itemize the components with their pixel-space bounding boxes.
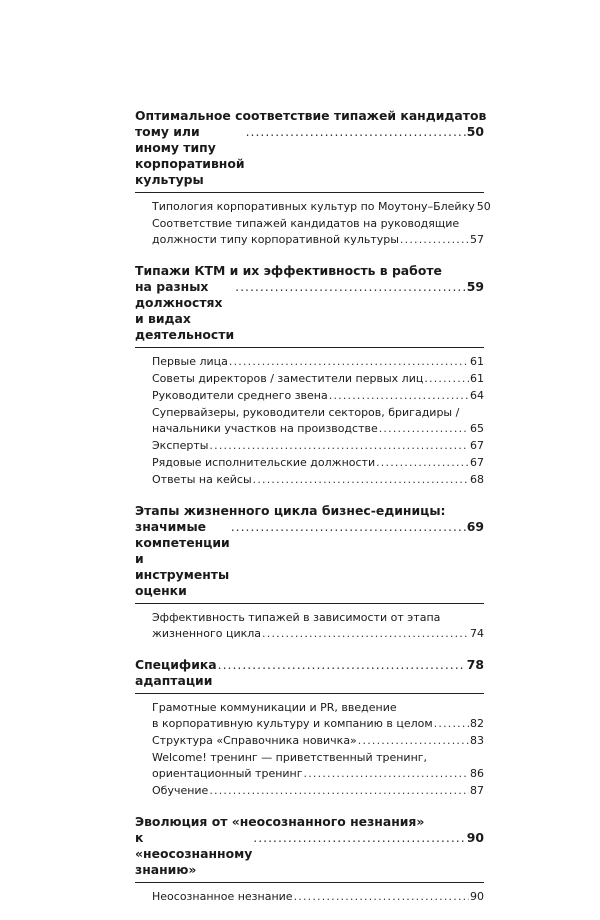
entry-row xyxy=(152,766,484,782)
section-title-row[interactable] xyxy=(135,830,484,883)
page-number: 65 xyxy=(470,422,484,435)
leader-dots xyxy=(209,783,469,799)
entry-row xyxy=(152,455,484,471)
entry-row xyxy=(152,889,484,905)
section-title-text: Этапы жизненного цикла бизнес-единицы: xyxy=(135,503,446,518)
entry-title-text: Первые лица xyxy=(152,355,228,368)
toc-entry[interactable] xyxy=(152,733,484,749)
toc-entry[interactable] xyxy=(152,216,484,248)
page-number: 64 xyxy=(470,389,484,402)
entry-title-text: Обучение xyxy=(152,784,209,797)
entry-title-text: начальники участков на производстве xyxy=(152,422,378,435)
entry-row xyxy=(152,626,484,642)
section-title-text: Эволюция от «неосознанного незнания» xyxy=(135,814,425,829)
leader-dots xyxy=(235,279,466,295)
entry-title-line: Соответствие типажей кандидатов на руководящие xyxy=(152,217,460,230)
entry-row xyxy=(152,733,484,749)
leader-dots xyxy=(376,455,469,471)
entry-title-text: Советы директоров / заместители первых лиц xyxy=(152,372,424,385)
entry-title-line: Эффективность типажей в зависимости от этапа xyxy=(152,611,441,624)
toc-entry[interactable] xyxy=(152,783,484,799)
leader-dots xyxy=(262,626,469,642)
section-title-text: на разных должностях и видах деятельности xyxy=(135,279,235,342)
entry-title-text: в корпоративную культуру и компанию в целом xyxy=(152,717,433,730)
entry-title-text: должности типу корпоративной культуры xyxy=(152,233,399,246)
entry-row xyxy=(152,783,484,799)
leader-dots xyxy=(424,371,469,387)
leader-dots xyxy=(434,716,469,732)
leader-dots xyxy=(253,472,469,488)
page-number: 68 xyxy=(470,473,484,486)
leader-dots xyxy=(229,354,469,370)
toc-entry[interactable] xyxy=(152,438,484,454)
entry-row xyxy=(152,421,484,437)
page-number: 83 xyxy=(470,734,484,747)
toc-entry[interactable] xyxy=(152,405,484,437)
entry-row xyxy=(152,232,484,248)
leader-dots xyxy=(358,733,469,749)
page-number: 78 xyxy=(466,657,484,672)
entry-title-text: Руководители среднего звена xyxy=(152,389,328,402)
page-number: 57 xyxy=(470,233,484,246)
section-title-line xyxy=(135,263,484,279)
entry-row xyxy=(152,371,484,387)
page-number: 50 xyxy=(466,124,484,139)
page-number: 82 xyxy=(470,717,484,730)
section-title-line xyxy=(135,814,484,830)
entry-row xyxy=(152,388,484,404)
entry-title-line: Супервайзеры, руководители секторов, бригадиры / xyxy=(152,406,460,419)
section-title-row[interactable] xyxy=(135,657,484,694)
page-number: 61 xyxy=(470,355,484,368)
entry-title-text: Структура «Справочника новичка» xyxy=(152,734,357,747)
section-title-row[interactable] xyxy=(135,124,484,193)
entry-row xyxy=(152,438,484,454)
entry-row xyxy=(152,354,484,370)
section-title-row[interactable] xyxy=(135,519,484,604)
entry-row xyxy=(152,472,484,488)
leader-dots xyxy=(294,889,469,905)
toc-section xyxy=(135,814,484,905)
section-title-text: к «неосознанному знанию» xyxy=(135,830,253,877)
entry-title-text: Ответы на кейсы xyxy=(152,473,252,486)
page-number: 50 xyxy=(476,200,491,213)
toc-entry[interactable] xyxy=(152,388,484,404)
subsection-list xyxy=(135,889,484,905)
toc-entry[interactable] xyxy=(152,371,484,387)
leader-dots xyxy=(246,124,466,140)
leader-dots xyxy=(209,438,469,454)
entry-title-text: Эксперты xyxy=(152,439,209,452)
page-number: 59 xyxy=(466,279,484,294)
toc-entry[interactable] xyxy=(152,750,484,782)
toc-entry[interactable] xyxy=(152,889,484,905)
leader-dots xyxy=(400,232,469,248)
section-title-text: тому или иному типу корпоративной культуры xyxy=(135,124,245,187)
page-number: 69 xyxy=(466,519,484,534)
entry-title-text: жизненного цикла xyxy=(152,627,262,640)
page-number: 90 xyxy=(466,830,484,845)
page-number: 90 xyxy=(470,890,484,903)
leader-dots xyxy=(304,766,469,782)
section-title-text: Специфика адаптации xyxy=(135,657,217,688)
toc-entry[interactable] xyxy=(152,610,484,642)
section-title-text: значимые компетенции и инструменты оценки xyxy=(135,519,230,598)
leader-dots xyxy=(379,421,469,437)
subsection-list xyxy=(135,199,491,248)
section-title-line xyxy=(135,108,487,124)
entry-title-text: ориентационный тренинг xyxy=(152,767,303,780)
entry-row xyxy=(152,716,484,732)
page-number: 86 xyxy=(470,767,484,780)
section-title-line xyxy=(135,503,484,519)
page-number: 67 xyxy=(470,439,484,452)
section-title-row[interactable] xyxy=(135,279,484,348)
page-number: 87 xyxy=(470,784,484,797)
leader-dots xyxy=(253,830,465,846)
section-title-text: Оптимальное соответствие типажей кандидатов xyxy=(135,108,487,123)
entry-title-line: Welcome! тренинг — приветственный тренинг, xyxy=(152,751,428,764)
entry-row xyxy=(152,199,491,215)
toc-section xyxy=(135,108,491,248)
subsection-list xyxy=(135,354,484,488)
leader-dots xyxy=(218,657,466,673)
section-title-text: Типажи КТМ и их эффективность в работе xyxy=(135,263,442,278)
page-number: 61 xyxy=(470,372,484,385)
toc-section xyxy=(135,263,484,488)
entry-title-text: Типология корпоративных культур по Моутону–Блейку xyxy=(152,200,475,213)
leader-dots xyxy=(231,519,466,535)
entry-title-text: Рядовые исполнительские должности xyxy=(152,456,376,469)
leader-dots xyxy=(329,388,469,404)
toc-entry[interactable] xyxy=(152,700,484,732)
entry-title-text: Неосознанное незнание xyxy=(152,890,293,903)
subsection-list xyxy=(135,610,484,642)
toc-section xyxy=(135,503,484,642)
toc-entry[interactable] xyxy=(152,472,484,488)
toc-entry[interactable] xyxy=(152,354,484,370)
toc-section xyxy=(135,657,484,799)
entry-title-line: Грамотные коммуникации и PR, введение xyxy=(152,701,397,714)
toc-entry[interactable] xyxy=(152,199,491,215)
page-number: 67 xyxy=(470,456,484,469)
page-number: 74 xyxy=(470,627,484,640)
toc-entry[interactable] xyxy=(152,455,484,471)
table-of-contents xyxy=(135,108,491,920)
